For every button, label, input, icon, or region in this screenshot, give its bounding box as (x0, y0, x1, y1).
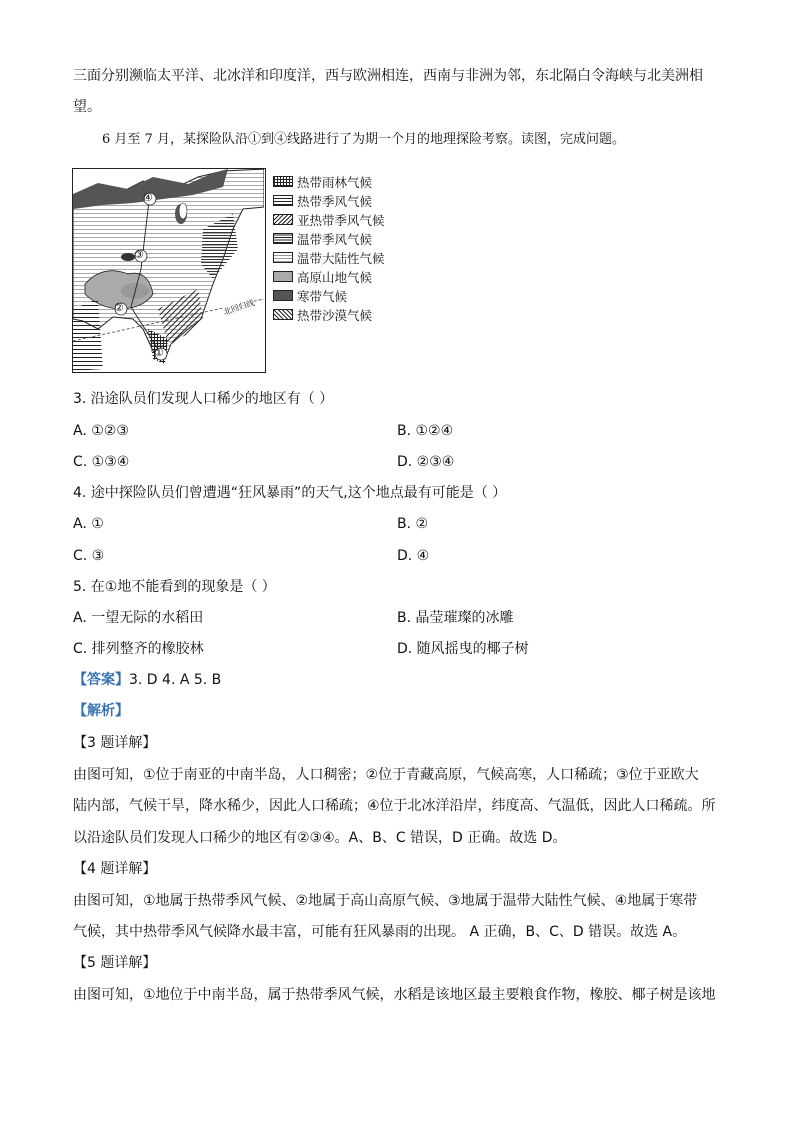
q5-option-d[interactable]: D. 随风摇曳的椰子树 (397, 641, 529, 657)
desert-swatch-icon (273, 309, 293, 320)
question-stem: 6 月至 7 月，某探险队沿①到④线路进行了为期一个月的地理探险考察。读图，完成问题。 (102, 132, 625, 147)
rainforest-swatch-icon (273, 176, 293, 187)
legend-item (273, 267, 385, 286)
detail-5-tag: 【5 题详解】 (73, 955, 157, 971)
q4-option-d[interactable]: D. ④ (397, 548, 430, 564)
question-3-text: 3. 沿途队员们发现人口稀少的地区有（ ） (73, 391, 334, 407)
answer-tag: 【答案】 (73, 672, 129, 688)
lake-shape (121, 253, 135, 261)
plateau-swatch-icon (273, 271, 293, 282)
intro-line: 三面分别濒临太平洋、北冰洋和印度洋，西与欧洲相连，西南与非洲为邻，东北隔白令海峡与北美洲相 (73, 68, 703, 84)
q4-option-a[interactable]: A. ① (73, 516, 104, 532)
map-svg (73, 169, 264, 371)
tropic-label: 北回归线 (222, 298, 256, 317)
legend-item (273, 210, 385, 229)
intro-line: 望。 (73, 99, 101, 115)
detail-4-line: 由图可知，①地属于热带季风气候、②地属于高山高原气候、③地属于温带大陆性气候、④地属于寒带 (73, 893, 698, 909)
legend-item (273, 229, 385, 248)
route-label-1: ① (154, 346, 164, 359)
q3-option-a[interactable]: A. ①②③ (73, 423, 129, 439)
detail-4-line: 气候，其中热带季风气候降水最丰富，可能有狂风暴雨的出现。 A 正确，B、C、D 错误。故选 A。 (73, 924, 687, 940)
legend-label: 热带雨林气候 (297, 174, 373, 190)
monsoon-swatch-icon (273, 195, 293, 206)
legend-label: 寒带气候 (297, 288, 348, 304)
continental-swatch-icon (273, 252, 293, 263)
subtropical-swatch-icon (273, 214, 293, 225)
asia-climate-map (72, 168, 266, 373)
detail-3-line: 以沿途队员们发现人口稀少的地区有②③④。A、B、C 错误，D 正确。故选 D。 (73, 830, 567, 846)
route-label-4: ④ (143, 191, 153, 204)
legend-item (273, 305, 385, 324)
legend-label: 高原山地气候 (297, 269, 373, 285)
q4-option-c[interactable]: C. ③ (73, 548, 105, 564)
lake-shape (179, 203, 187, 219)
legend-item (273, 248, 385, 267)
q3-option-c[interactable]: C. ①③④ (73, 454, 130, 470)
q3-option-d[interactable]: D. ②③④ (397, 454, 455, 470)
question-4-text: 4. 途中探险队员们曾遭遇“狂风暴雨”的天气,这个地点最有可能是（ ） (73, 485, 507, 501)
route-label-2: ② (114, 301, 124, 314)
q5-option-b[interactable]: B. 晶莹璀璨的冰雕 (397, 610, 514, 626)
detail-5-line: 由图可知，①地位于中南半岛，属于热带季风气候，水稻是该地区最主要粮食作物，橡胶、椰子树是该地 (73, 987, 716, 1003)
question-5-text: 5. 在①地不能看到的现象是（ ） (73, 579, 276, 595)
answer-text: 3. D 4. A 5. B (129, 672, 222, 688)
q3-option-b[interactable]: B. ①②④ (397, 423, 454, 439)
q4-option-b[interactable]: B. ② (397, 516, 429, 532)
legend-label: 热带季风气候 (297, 193, 373, 209)
detail-3-line: 由图可知，①位于南亚的中南半岛，人口稠密；②位于青藏高原，气候高寒，人口稀疏；③位于亚欧大 (73, 767, 699, 783)
route-label-3: ③ (134, 248, 144, 261)
detail-3-tag: 【3 题详解】 (73, 735, 157, 751)
legend-label: 温带季风气候 (297, 231, 373, 247)
temperate-monsoon-swatch-icon (273, 233, 293, 244)
analysis-tag: 【解析】 (73, 703, 129, 719)
cold-swatch-icon (273, 290, 293, 301)
detail-3-line: 陆内部，气候干旱，降水稀少，因此人口稀疏；④位于北冰洋沿岸，纬度高、气温低，因此人口稀疏。所 (73, 798, 716, 814)
q5-option-c[interactable]: C. 排列整齐的橡胶林 (73, 641, 204, 657)
detail-4-tag: 【4 题详解】 (73, 861, 157, 877)
legend-item (273, 191, 385, 210)
legend-item (273, 286, 385, 305)
legend-item (273, 172, 385, 191)
q5-option-a[interactable]: A. 一望无际的水稻田 (73, 610, 204, 626)
map-legend (273, 172, 385, 324)
answer-line (73, 670, 221, 690)
legend-label: 热带沙漠气候 (297, 307, 373, 323)
legend-label: 亚热带季风气候 (297, 212, 385, 228)
legend-label: 温带大陆性气候 (297, 250, 385, 266)
